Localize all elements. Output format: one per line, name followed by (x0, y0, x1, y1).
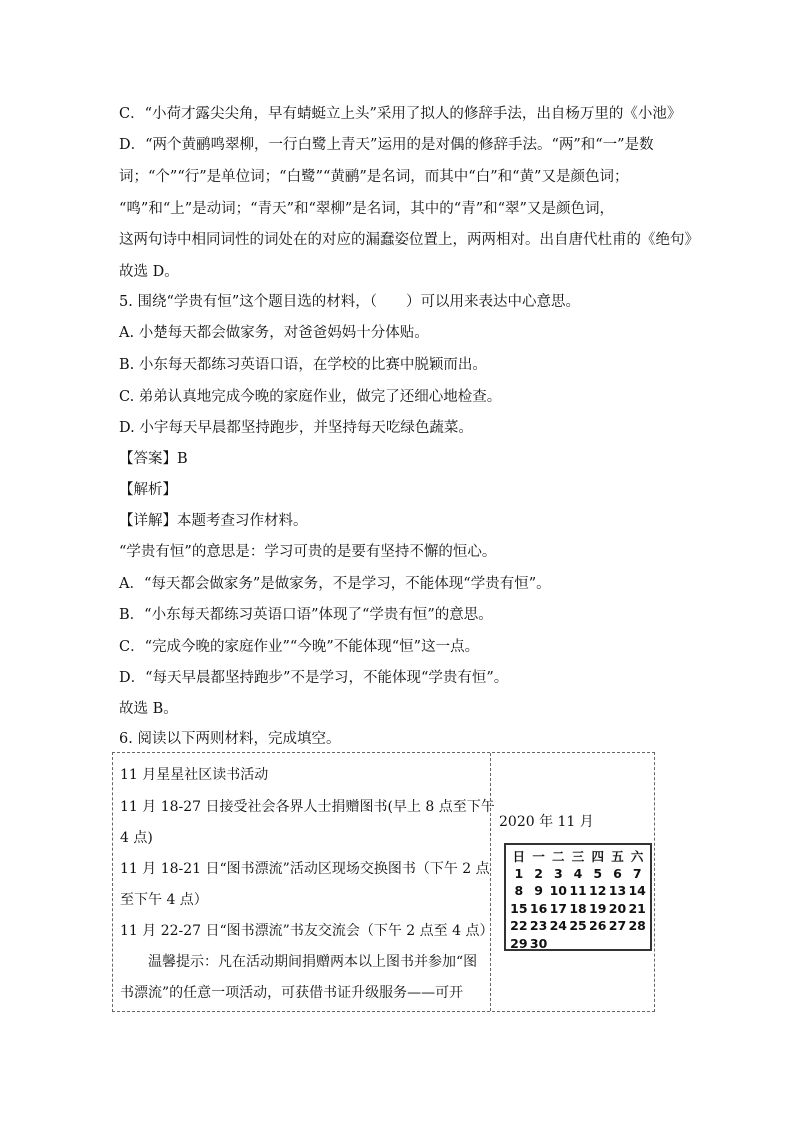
table-text-line: 温馨提示：凡在活动期间捐赠两本以上图书并参加“图 (120, 954, 478, 970)
calendar-weekday: 四 (591, 848, 604, 864)
option-c-line: C．“小荷才露尖尖角，早有蜻蜓立上头”采用了拟人的修辞手法，出自杨万里的《小池》 (119, 106, 682, 122)
calendar-day: 14 (628, 883, 646, 899)
table-text-line: 11 月星星社区读书活动 (120, 767, 269, 783)
table-text-line: 11 月 22-27 日“图书漂流”书友交流会（下午 2 点至 4 点） (120, 923, 494, 939)
detail-c: C．“完成今晚的家庭作业”“今晚”不能体现“恒”这一点。 (119, 639, 480, 655)
calendar-day: 7 (632, 865, 642, 881)
option-a: A. 小楚每天都会做家务，对爸爸妈妈十分体贴。 (119, 325, 429, 341)
calendar-weekday: 日 (512, 848, 526, 864)
question-6: 6. 阅读以下两则材料，完成填空。 (119, 731, 341, 747)
answer-choice-line: 故选 D。 (119, 264, 179, 280)
calendar-day: 10 (549, 883, 567, 899)
calendar-day: 5 (593, 865, 603, 881)
calendar-day: 4 (573, 865, 583, 881)
calendar-day: 26 (589, 918, 607, 934)
analysis-label: 【解析】 (119, 482, 177, 498)
question-5: 5. 围绕“学贵有恒”这个题目选的材料，（ ）可以用来表达中心意思。 (119, 294, 581, 310)
table-text-line: 书漂流”的任意一项活动，可获借书证升级服务——可开 (120, 985, 464, 1001)
table-text-line: 至下午 4 点） (120, 892, 208, 908)
calendar-day: 12 (589, 883, 607, 899)
calendar-weekday: 三 (571, 848, 585, 864)
calendar-weekday: 一 (532, 848, 545, 864)
calendar-day: 17 (549, 900, 567, 916)
detail-a: A．“每天都会做家务”是做家务，不是学习，不能体现“学贵有恒”。 (119, 576, 551, 592)
calendar-weekday: 六 (630, 848, 644, 864)
calendar-weekday-row (509, 847, 647, 865)
calendar-day: 28 (628, 918, 646, 934)
calendar-day: 2 (534, 865, 543, 881)
calendar (504, 843, 652, 951)
explanation-line: “鸣”和“上”是动词；“青天”和“翠柳”是名词，其中的“青”和“翠”又是颜色词， (119, 201, 614, 217)
calendar-day: 13 (608, 883, 627, 899)
calendar-title: 2020 年 11 月 (499, 814, 594, 830)
detail-b: B．“小东每天都练习英语口语”体现了“学贵有恒”的意思。 (119, 607, 493, 623)
calendar-weekday: 五 (611, 848, 624, 864)
calendar-week-row (509, 917, 647, 935)
calendar-day: 11 (569, 883, 587, 899)
calendar-day: 6 (613, 865, 622, 881)
calendar-day: 23 (529, 918, 548, 934)
calendar-day: 24 (549, 918, 567, 934)
calendar-day: 30 (529, 935, 548, 951)
calendar-week-row (509, 882, 647, 900)
calendar-day: 16 (529, 900, 548, 916)
answer-choice-line: 故选 B。 (119, 701, 178, 717)
table-text-line: 11 月 18-21 日“图书漂流”活动区现场交换图书（下午 2 点 (120, 861, 490, 877)
explanation-line: 词；“个”“行”是单位词；“白鹭”“黄鹂”是名词，而其中“白”和“黄”又是颜色词； (119, 169, 629, 185)
calendar-day: 27 (608, 918, 627, 934)
calendar-day: 25 (569, 918, 587, 934)
calendar-day: 19 (589, 900, 607, 916)
calendar-day: 3 (553, 865, 563, 881)
calendar-week-row (509, 900, 647, 918)
explanation-line: 这两句诗中相同词性的词处在的对应的漏蠢姿位置上，两两相对。出自唐代杜甫的《绝句》 (119, 232, 699, 248)
calendar-day: 9 (534, 883, 543, 899)
calendar-day: 1 (514, 865, 524, 881)
calendar-day: 18 (569, 900, 587, 916)
calendar-week-row (509, 935, 647, 953)
option-d-line: D．“两个黄鹂鸣翠柳，一行白鹭上青天”运用的是对偶的修辞手法。“两”和“一”是数 (119, 137, 654, 153)
calendar-day: 20 (608, 900, 627, 916)
calendar-week-row (509, 865, 647, 883)
calendar-day: 29 (510, 935, 528, 951)
calendar-day: 22 (510, 918, 528, 934)
option-d: D. 小宇每天早晨都坚持跑步，并坚持每天吃绿色蔬菜。 (119, 420, 473, 436)
table-text-line: 11 月 18-27 日接受社会各界人士捐赠图书(早上 8 点至下午 (120, 799, 495, 815)
table-divider (490, 753, 491, 1011)
calendar-weekday: 二 (552, 848, 565, 864)
material-table (112, 752, 655, 1012)
detail-label: 【详解】本题考查习作材料。 (119, 513, 308, 529)
option-b: B. 小东每天都练习英语口语，在学校的比赛中脱颖而出。 (119, 357, 487, 373)
calendar-day: 21 (628, 900, 646, 916)
option-c: C. 弟弟认真地完成今晚的家庭作业，做完了还细心地检查。 (119, 389, 502, 405)
calendar-day: 8 (514, 883, 524, 899)
calendar-day: 15 (510, 900, 528, 916)
answer-label: 【答案】B (119, 451, 188, 467)
detail-d: D．“每天早晨都坚持跑步”不是学习，不能体现“学贵有恒”。 (119, 670, 509, 686)
detail-line: “学贵有恒”的意思是：学习可贵的是要有坚持不懈的恒心。 (119, 544, 497, 560)
table-text-line: 4 点) (120, 830, 153, 846)
